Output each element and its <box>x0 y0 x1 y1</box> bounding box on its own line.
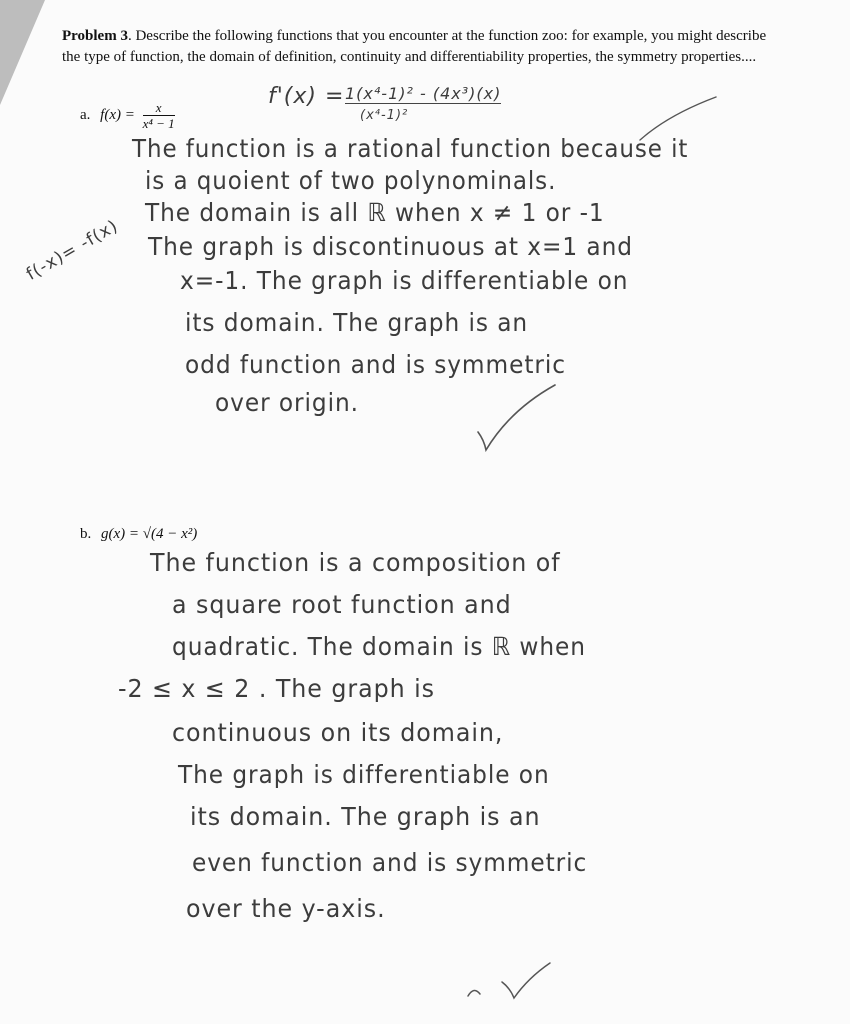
part-a-fraction <box>143 100 175 131</box>
part-b-line-5: continuous on its domain, <box>172 718 504 747</box>
problem-text: . Describe the following functions that you encounter at the function zoo: for example, you might describe the type of function, the domain of definition, continuity and differentiability properties, the symmetry properties.... <box>62 28 767 65</box>
part-a-checkmark-icon <box>470 380 560 455</box>
part-a-line-3: The domain is all ℝ when x ≠ 1 or -1 <box>145 198 605 227</box>
part-a-func-name: f(x) = <box>100 106 135 123</box>
part-b-line-3: quadratic. The domain is ℝ when <box>172 632 586 661</box>
part-a-header <box>80 100 175 131</box>
problem-statement <box>62 26 782 68</box>
part-b-header <box>80 526 197 543</box>
derivative-denominator: (x⁴-1)² <box>360 108 409 123</box>
part-a-line-2: is a quoient of two polynominals. <box>145 166 557 195</box>
symmetry-side-note: f(-x)= -f(x) <box>23 216 122 285</box>
part-b-line-4: -2 ≤ x ≤ 2 . The graph is <box>118 674 436 703</box>
part-b-line-1: The function is a composition of <box>150 548 561 577</box>
part-b-line-7: its domain. The graph is an <box>190 802 541 831</box>
part-b-label: b. <box>80 526 92 542</box>
part-b-line-9: over the y-axis. <box>186 894 386 923</box>
part-b-line-2: a square root function and <box>172 590 512 619</box>
part-b-line-8: even function and is symmetric <box>192 848 588 877</box>
part-a-line-8: over origin. <box>215 388 359 417</box>
part-a-line-1: The function is a rational function because it <box>132 134 689 163</box>
part-b-func: g(x) = √(4 − x²) <box>101 526 198 542</box>
part-a-line-5: x=-1. The graph is differentiable on <box>180 266 629 295</box>
derivative-numerator: 1(x⁴-1)² - (4x³)(x) <box>345 84 502 103</box>
part-a-tick-mark-icon <box>638 95 718 145</box>
part-a-line-6: its domain. The graph is an <box>185 308 529 337</box>
part-a-denominator: x⁴ − 1 <box>142 116 175 131</box>
part-b-checkmark-icon <box>462 958 557 1003</box>
derivative-lhs: f'(x) = <box>268 84 345 109</box>
page-corner-fold <box>0 0 45 105</box>
part-b-line-6: The graph is differentiable on <box>178 760 550 789</box>
part-a-line-7: odd function and is symmetric <box>185 350 566 379</box>
problem-number: Problem 3 <box>62 28 128 44</box>
part-a-line-4: The graph is discontinuous at x=1 and <box>148 232 633 261</box>
part-a-label: a. <box>80 106 91 123</box>
part-a-numerator: x <box>143 100 175 116</box>
